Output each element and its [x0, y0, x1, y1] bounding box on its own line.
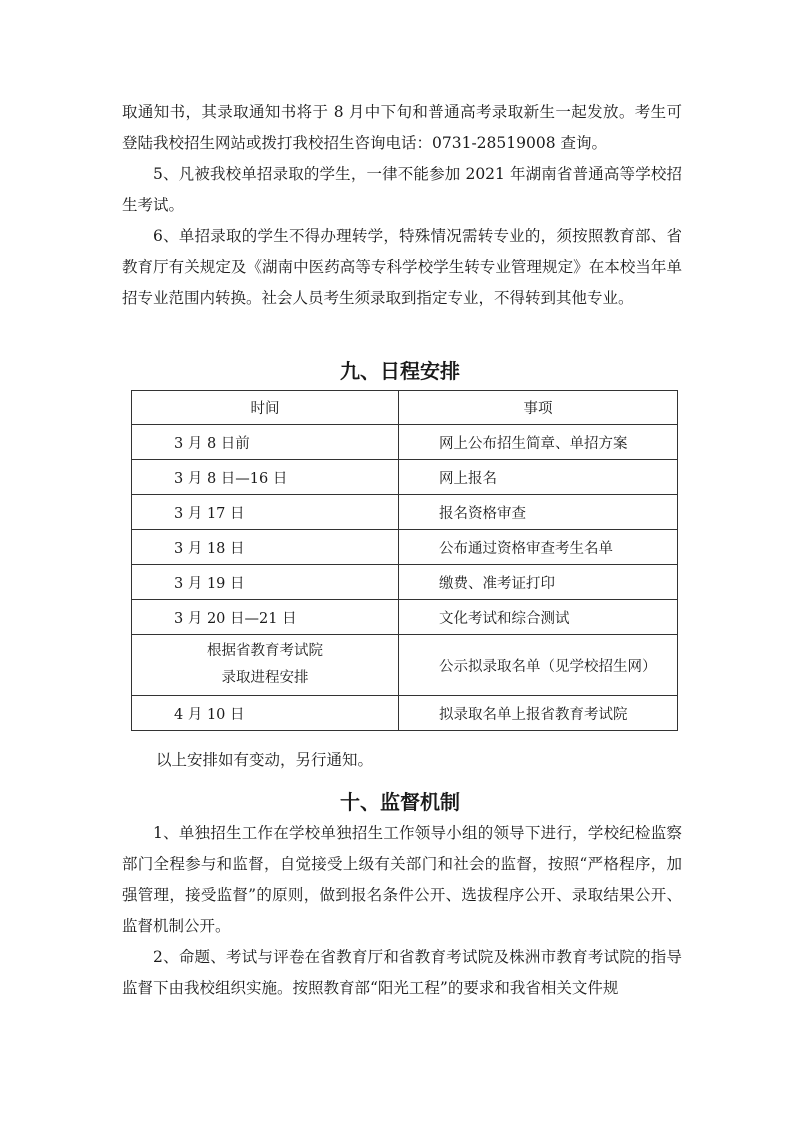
schedule-table — [131, 390, 678, 731]
header-item: 事项 — [399, 391, 678, 425]
cell-item: 网上报名 — [399, 460, 678, 495]
paragraph-supervision-2: 2、命题、考试与评卷在省教育厅和省教育考试院及株洲市教育考试院的指导监督下由我校组织实施。按照教育部“阳光工程”的要求和我省相关文件规 — [122, 948, 682, 997]
schedule-note: 以上安排如有变动，另行通知。 — [156, 751, 374, 769]
paragraph-admission-notice: 取通知书，其录取通知书将于 8 月中下旬和普通高考录取新生一起发放。考生可登陆我校招生网站或拨打我校招生咨询电话：0731-28519008 查询。 — [122, 103, 682, 152]
cell-item: 公布通过资格审查考生名单 — [399, 530, 678, 565]
cell-time: 4 月 10 日 — [132, 696, 399, 731]
cell-time: 3 月 17 日 — [132, 495, 399, 530]
section-10-title: 十、监督机制 — [340, 790, 460, 814]
paragraph-supervision-1: 1、单独招生工作在学校单独招生工作领导小组的领导下进行，学校纪检监察部门全程参与和监督，自觉接受上级有关部门和社会的监督，按照“严格程序，加强管理，接受监督”的原则，做到报名条件公开、选拔程序公开、录取结果公开、监督机制公开。 — [122, 824, 682, 935]
cell-time-line-1: 根据省教育考试院 — [207, 643, 323, 659]
table-row — [132, 696, 678, 731]
cell-item: 文化考试和综合测试 — [399, 600, 678, 635]
table-row — [132, 425, 678, 460]
cell-item: 拟录取名单上报省教育考试院 — [399, 696, 678, 731]
table-row — [132, 600, 678, 635]
table-row — [132, 495, 678, 530]
cell-item: 公示拟录取名单（见学校招生网） — [399, 635, 678, 696]
cell-time: 3 月 8 日前 — [132, 425, 399, 460]
cell-time: 3 月 18 日 — [132, 530, 399, 565]
cell-time — [132, 635, 399, 696]
table-row — [132, 530, 678, 565]
header-time: 时间 — [132, 391, 399, 425]
table-header-row — [132, 391, 678, 425]
section-9-title: 九、日程安排 — [340, 359, 460, 383]
table-row — [132, 565, 678, 600]
cell-time-line-2: 录取进程安排 — [221, 670, 309, 686]
paragraph-item-6: 6、单招录取的学生不得办理转学，特殊情况需转专业的，须按照教育部、省教育厅有关规定及《湖南中医药高等专科学校学生转专业管理规定》在本校当年单招专业范围内转换。社会人员考生须录取到指定专业，不得转到其他专业。 — [122, 227, 682, 307]
cell-time: 3 月 8 日—16 日 — [132, 460, 399, 495]
cell-time: 3 月 19 日 — [132, 565, 399, 600]
table-row — [132, 460, 678, 495]
cell-item: 报名资格审查 — [399, 495, 678, 530]
cell-time: 3 月 20 日—21 日 — [132, 600, 399, 635]
cell-item: 缴费、准考证打印 — [399, 565, 678, 600]
table-row — [132, 635, 678, 696]
paragraph-item-5: 5、凡被我校单招录取的学生，一律不能参加 2021 年湖南省普通高等学校招生考试。 — [122, 165, 682, 214]
cell-item: 网上公布招生简章、单招方案 — [399, 425, 678, 460]
